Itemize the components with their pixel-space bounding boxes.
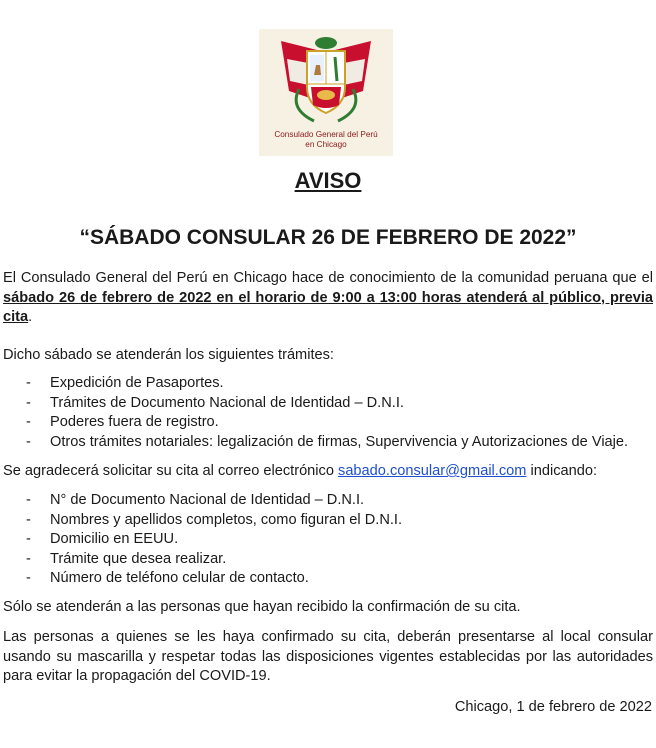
list-marker: - <box>26 511 31 528</box>
list-marker: - <box>26 394 31 411</box>
list-marker: - <box>26 550 31 567</box>
consulate-logo <box>259 29 393 156</box>
logo-caption-line1: Consulado General del Perú <box>274 130 378 139</box>
list-marker: - <box>26 414 31 430</box>
list-marker: - <box>26 375 31 391</box>
list-item <box>0 569 656 589</box>
tramite-poderes: Poderes fuera de registro. <box>50 414 219 430</box>
tramite-dni: Trámites de Documento Nacional de Identidad – D.N.I. <box>50 394 404 411</box>
tramites-list <box>0 374 656 452</box>
confirmation-note: Sólo se atenderán a las personas que hayan recibido la confirmación de su cita. <box>3 599 521 615</box>
coat-of-arms-emblem <box>259 29 393 129</box>
list-item <box>0 491 656 511</box>
email-link[interactable]: sabado.consular@gmail.com <box>338 463 527 479</box>
notice-title: AVISO <box>294 168 362 193</box>
list-marker: - <box>26 570 31 586</box>
requisito-domicilio: Domicilio en EEUU. <box>50 531 179 547</box>
intro-text-before: El Consulado General del Perú en Chicago hace de conocimiento de la comunidad peruana que el <box>3 270 653 286</box>
list-item <box>0 530 656 550</box>
logo-caption-line2: en Chicago <box>305 140 347 149</box>
intro-text-after: . <box>28 309 33 325</box>
tramites-intro: Dicho sábado se atenderán los siguientes trámites: <box>3 347 334 363</box>
list-item <box>0 413 656 433</box>
email-text-before: Se agradecerá solicitar su cita al correo electrónico <box>3 463 339 479</box>
list-item <box>0 550 656 570</box>
list-item <box>0 374 656 394</box>
email-text-after: indicando: <box>526 463 598 479</box>
list-item <box>0 511 656 531</box>
tramite-notariales: Otros trámites notariales: legalización de firmas, Supervivencia y Autorizaciones de Viaje. <box>50 433 629 450</box>
list-marker: - <box>26 531 31 547</box>
requisito-tramite: Trámite que desea realizar. <box>50 550 227 567</box>
requisitos-list <box>0 491 656 589</box>
intro-paragraph <box>3 269 653 328</box>
list-marker: - <box>26 492 31 508</box>
notice-subtitle: “SÁBADO CONSULAR 26 DE FEBRERO DE 2022” <box>79 226 577 249</box>
requisito-nombres: Nombres y apellidos completos, como figuran el D.N.I. <box>50 511 403 528</box>
covid-note: Las personas a quienes se les haya confirmado su cita, deberán presentarse al local consular usando su mascarilla y respetar todas las disposiciones vigentes establecidas por las autoridades para evitar la propagación del COVID-19. <box>3 629 653 684</box>
email-instruction <box>3 462 653 482</box>
list-item <box>0 433 656 453</box>
signoff-date: Chicago, 1 de febrero de 2022 <box>454 699 652 715</box>
list-marker: - <box>26 433 31 450</box>
requisito-dni: N° de Documento Nacional de Identidad – D.N.I. <box>50 492 365 508</box>
intro-highlight-date: sábado 26 de febrero de 2022 en el horario de 9:00 a 13:00 horas atenderá al público, previa cita <box>3 289 653 325</box>
tramite-pasaportes: Expedición de Pasaportes. <box>50 375 224 391</box>
list-item <box>0 394 656 414</box>
requisito-telefono: Número de teléfono celular de contacto. <box>50 570 309 586</box>
